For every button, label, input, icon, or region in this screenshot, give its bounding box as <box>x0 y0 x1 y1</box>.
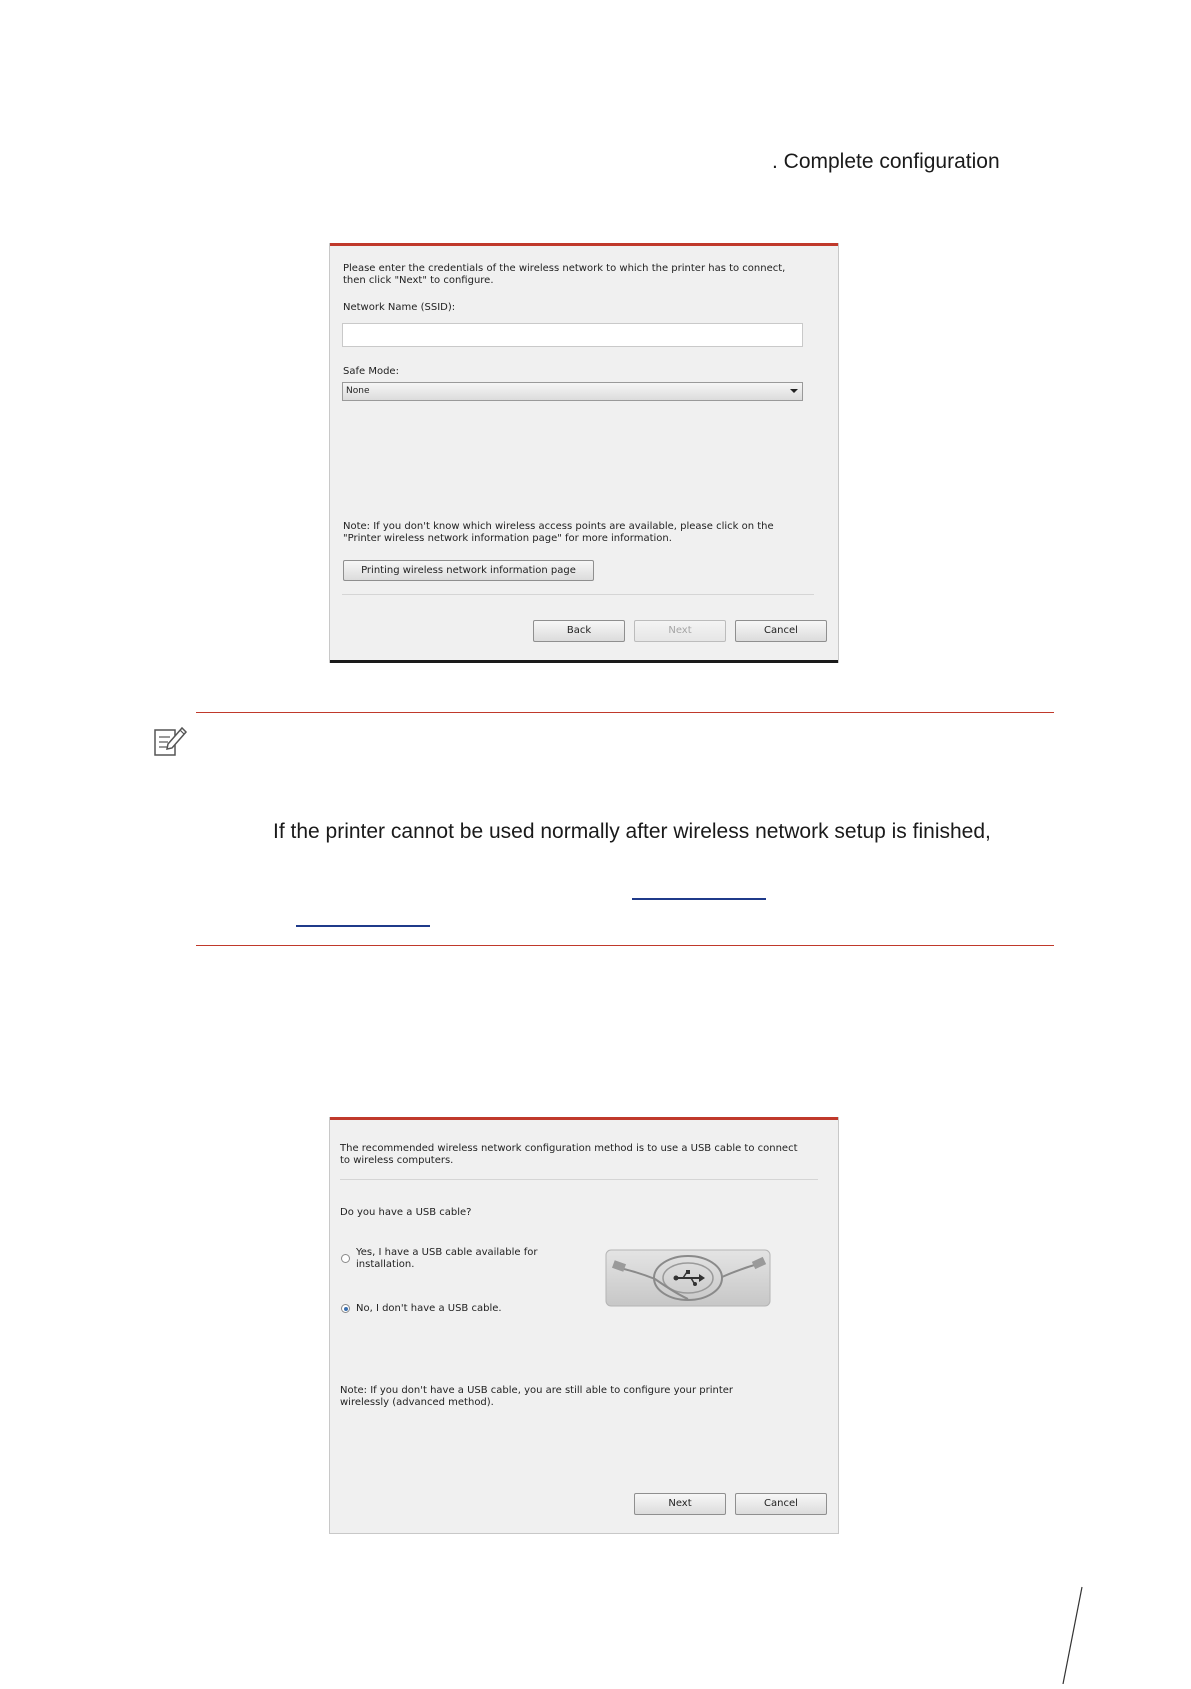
note-bottom-rule <box>196 945 1054 946</box>
dialog-bottom-border <box>330 660 838 663</box>
link-underline-1[interactable] <box>632 898 766 900</box>
print-info-page-button[interactable]: Printing wireless network information page <box>343 560 594 581</box>
ssid-label: Network Name (SSID): <box>343 302 456 313</box>
safe-mode-value: None <box>346 386 370 396</box>
next-button[interactable]: Next <box>634 620 726 642</box>
safe-mode-select[interactable] <box>342 382 803 401</box>
cancel-button[interactable]: Cancel <box>735 1493 827 1515</box>
dialog-note: Note: If you don't have a USB cable, you are still able to configure your printer wirelessly (advanced method). <box>340 1385 733 1408</box>
link-underline-2[interactable] <box>296 925 430 927</box>
dialog-separator <box>340 1179 818 1180</box>
dropdown-arrow-icon <box>790 389 798 393</box>
usb-yes-label[interactable]: Yes, I have a USB cable available for installation. <box>356 1247 538 1270</box>
wireless-credentials-dialog <box>329 243 839 663</box>
dialog-top-border <box>330 243 838 246</box>
page-corner-line <box>1055 1585 1085 1684</box>
dialog-instructions: Please enter the credentials of the wireless network to which the printer has to connect, then click "Next" to configure. <box>343 263 786 286</box>
usb-yes-radio[interactable] <box>341 1254 350 1263</box>
usb-no-label[interactable]: No, I don't have a USB cable. <box>356 1303 502 1314</box>
usb-question: Do you have a USB cable? <box>340 1207 472 1218</box>
note-pencil-icon <box>152 724 188 758</box>
dialog-top-border <box>330 1117 838 1120</box>
note-top-rule <box>196 712 1054 713</box>
step-text: . Complete configuration <box>772 150 1000 173</box>
usb-cable-dialog <box>329 1117 839 1534</box>
dialog-note: Note: If you don't know which wireless access points are available, please click on the "Printer wireless network information page" for more information. <box>343 521 774 544</box>
cancel-button[interactable]: Cancel <box>735 620 827 642</box>
back-button[interactable]: Back <box>533 620 625 642</box>
note-text: If the printer cannot be used normally after wireless network setup is finished, <box>273 820 991 843</box>
safe-mode-label: Safe Mode: <box>343 366 399 377</box>
dialog-separator <box>342 594 814 595</box>
usb-no-radio[interactable] <box>341 1304 350 1313</box>
dialog-intro: The recommended wireless network configuration method is to use a USB cable to connect to wireless computers. <box>340 1143 798 1166</box>
next-button[interactable]: Next <box>634 1493 726 1515</box>
usb-cable-icon <box>605 1249 771 1307</box>
ssid-input[interactable] <box>342 323 803 347</box>
